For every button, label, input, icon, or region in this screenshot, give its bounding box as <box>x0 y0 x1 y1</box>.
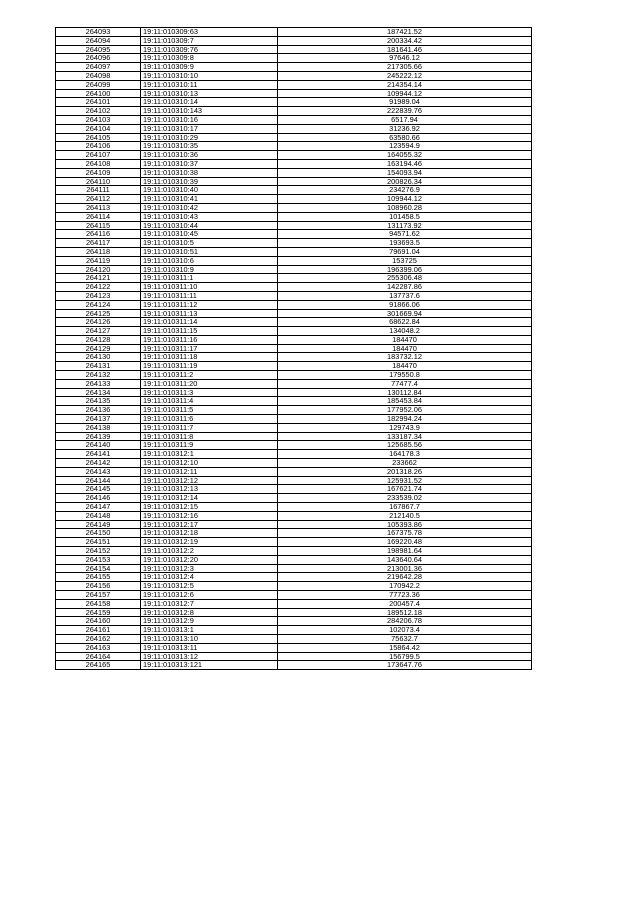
table-row <box>56 265 532 274</box>
table-row <box>56 626 532 635</box>
cadastral-number-cell: 19:11:010312:18 <box>141 529 278 538</box>
table-row <box>56 159 532 168</box>
table-row <box>56 608 532 617</box>
table-row <box>56 344 532 353</box>
cadastral-number-cell: 19:11:010312:12 <box>141 476 278 485</box>
amount-cell: 164178.3 <box>278 450 532 459</box>
table-row <box>56 124 532 133</box>
amount-cell: 77723.36 <box>278 591 532 600</box>
row-number-cell: 264129 <box>56 344 141 353</box>
cadastral-number-cell: 19:11:010311:3 <box>141 388 278 397</box>
table-row <box>56 485 532 494</box>
cadastral-number-cell: 19:11:010311:7 <box>141 423 278 432</box>
table-row <box>56 195 532 204</box>
cadastral-number-cell: 19:11:010310:43 <box>141 212 278 221</box>
table-row <box>56 555 532 564</box>
amount-cell: 179550.8 <box>278 371 532 380</box>
amount-cell: 234276.9 <box>278 186 532 195</box>
cadastral-number-cell: 19:11:010311:14 <box>141 318 278 327</box>
cadastral-number-cell: 19:11:010312:11 <box>141 467 278 476</box>
cadastral-number-cell: 19:11:010311:16 <box>141 335 278 344</box>
amount-cell: 125685.56 <box>278 441 532 450</box>
table-row <box>56 661 532 670</box>
table-row <box>56 617 532 626</box>
row-number-cell: 264139 <box>56 432 141 441</box>
amount-cell: 125931.52 <box>278 476 532 485</box>
row-number-cell: 264119 <box>56 256 141 265</box>
amount-cell: 245222.12 <box>278 71 532 80</box>
row-number-cell: 264108 <box>56 159 141 168</box>
row-number-cell: 264135 <box>56 397 141 406</box>
row-number-cell: 264157 <box>56 591 141 600</box>
table-row <box>56 177 532 186</box>
amount-cell: 101458.5 <box>278 212 532 221</box>
row-number-cell: 264122 <box>56 283 141 292</box>
row-number-cell: 264116 <box>56 230 141 239</box>
cadastral-number-cell: 19:11:010312:4 <box>141 573 278 582</box>
cadastral-number-cell: 19:11:010310:51 <box>141 247 278 256</box>
cadastral-number-cell: 19:11:010309:76 <box>141 45 278 54</box>
row-number-cell: 264152 <box>56 547 141 556</box>
amount-cell: 105393.86 <box>278 520 532 529</box>
table-row <box>56 467 532 476</box>
row-number-cell: 264153 <box>56 555 141 564</box>
table-row <box>56 71 532 80</box>
table-row <box>56 309 532 318</box>
amount-cell: 153725 <box>278 256 532 265</box>
table-row <box>56 511 532 520</box>
amount-cell: 187421.52 <box>278 28 532 37</box>
cadastral-number-cell: 19:11:010312:20 <box>141 555 278 564</box>
amount-cell: 94571.62 <box>278 230 532 239</box>
amount-cell: 77477.4 <box>278 379 532 388</box>
table-row <box>56 274 532 283</box>
cadastral-number-cell: 19:11:010312:6 <box>141 591 278 600</box>
row-number-cell: 264136 <box>56 406 141 415</box>
table-row <box>56 432 532 441</box>
amount-cell: 183732.12 <box>278 353 532 362</box>
cadastral-number-cell: 19:11:010313:12 <box>141 652 278 661</box>
cadastral-number-cell: 19:11:010310:44 <box>141 221 278 230</box>
row-number-cell: 264106 <box>56 142 141 151</box>
amount-cell: 131173.92 <box>278 221 532 230</box>
cadastral-number-cell: 19:11:010313:11 <box>141 643 278 652</box>
amount-cell: 109944.12 <box>278 89 532 98</box>
table-row <box>56 212 532 221</box>
cadastral-number-cell: 19:11:010310:9 <box>141 265 278 274</box>
amount-cell: 200826.34 <box>278 177 532 186</box>
amount-cell: 167621.74 <box>278 485 532 494</box>
cadastral-number-cell: 19:11:010309:63 <box>141 28 278 37</box>
table-row <box>56 256 532 265</box>
row-number-cell: 264165 <box>56 661 141 670</box>
amount-cell: 143640.64 <box>278 555 532 564</box>
row-number-cell: 264164 <box>56 652 141 661</box>
table-row <box>56 388 532 397</box>
row-number-cell: 264098 <box>56 71 141 80</box>
row-number-cell: 264105 <box>56 133 141 142</box>
table-row <box>56 45 532 54</box>
amount-cell: 108960.28 <box>278 203 532 212</box>
amount-cell: 189512.18 <box>278 608 532 617</box>
row-number-cell: 264148 <box>56 511 141 520</box>
row-number-cell: 264162 <box>56 634 141 643</box>
amount-cell: 137737.6 <box>278 291 532 300</box>
table-row <box>56 107 532 116</box>
row-number-cell: 264130 <box>56 353 141 362</box>
table-row <box>56 459 532 468</box>
amount-cell: 200334.42 <box>278 36 532 45</box>
table-row <box>56 239 532 248</box>
amount-cell: 134048.2 <box>278 327 532 336</box>
amount-cell: 130112.84 <box>278 388 532 397</box>
cadastral-number-cell: 19:11:010312:10 <box>141 459 278 468</box>
row-number-cell: 264150 <box>56 529 141 538</box>
cadastral-number-cell: 19:11:010311:11 <box>141 291 278 300</box>
table-row <box>56 168 532 177</box>
row-number-cell: 264107 <box>56 151 141 160</box>
row-number-cell: 264120 <box>56 265 141 274</box>
row-number-cell: 264154 <box>56 564 141 573</box>
amount-cell: 196399.06 <box>278 265 532 274</box>
row-number-cell: 264158 <box>56 599 141 608</box>
cadastral-number-cell: 19:11:010312:1 <box>141 450 278 459</box>
cadastral-number-cell: 19:11:010311:6 <box>141 415 278 424</box>
table-row <box>56 300 532 309</box>
table-row <box>56 379 532 388</box>
cadastral-number-cell: 19:11:010312:7 <box>141 599 278 608</box>
table-row <box>56 54 532 63</box>
table-row <box>56 115 532 124</box>
amount-cell: 97646.12 <box>278 54 532 63</box>
table-row <box>56 291 532 300</box>
row-number-cell: 264161 <box>56 626 141 635</box>
amount-cell: 167375.78 <box>278 529 532 538</box>
table-row <box>56 89 532 98</box>
amount-cell: 170942.2 <box>278 582 532 591</box>
row-number-cell: 264133 <box>56 379 141 388</box>
data-table <box>55 27 532 670</box>
amount-cell: 167867.7 <box>278 503 532 512</box>
cadastral-number-cell: 19:11:010311:18 <box>141 353 278 362</box>
cadastral-number-cell: 19:11:010310:40 <box>141 186 278 195</box>
table-row <box>56 406 532 415</box>
amount-cell: 173647.76 <box>278 661 532 670</box>
cadastral-number-cell: 19:11:010312:2 <box>141 547 278 556</box>
table-row <box>56 520 532 529</box>
cadastral-number-cell: 19:11:010311:17 <box>141 344 278 353</box>
amount-cell: 301669.94 <box>278 309 532 318</box>
cadastral-number-cell: 19:11:010310:143 <box>141 107 278 116</box>
amount-cell: 217305.66 <box>278 63 532 72</box>
row-number-cell: 264097 <box>56 63 141 72</box>
table-row <box>56 327 532 336</box>
row-number-cell: 264093 <box>56 28 141 37</box>
amount-cell: 102073.4 <box>278 626 532 635</box>
table-row <box>56 634 532 643</box>
cadastral-number-cell: 19:11:010310:5 <box>141 239 278 248</box>
table-row <box>56 441 532 450</box>
table-row <box>56 36 532 45</box>
cadastral-number-cell: 19:11:010313:10 <box>141 634 278 643</box>
cadastral-number-cell: 19:11:010310:39 <box>141 177 278 186</box>
cadastral-number-cell: 19:11:010312:14 <box>141 494 278 503</box>
row-number-cell: 264141 <box>56 450 141 459</box>
cadastral-number-cell: 19:11:010311:19 <box>141 362 278 371</box>
table-row <box>56 397 532 406</box>
cadastral-number-cell: 19:11:010312:13 <box>141 485 278 494</box>
row-number-cell: 264140 <box>56 441 141 450</box>
table-row <box>56 186 532 195</box>
table-row <box>56 318 532 327</box>
amount-cell: 109944.12 <box>278 195 532 204</box>
cadastral-number-cell: 19:11:010309:8 <box>141 54 278 63</box>
amount-cell: 91866.06 <box>278 300 532 309</box>
row-number-cell: 264110 <box>56 177 141 186</box>
row-number-cell: 264101 <box>56 98 141 107</box>
cadastral-number-cell: 19:11:010312:8 <box>141 608 278 617</box>
row-number-cell: 264121 <box>56 274 141 283</box>
row-number-cell: 264138 <box>56 423 141 432</box>
cadastral-number-cell: 19:11:010311:13 <box>141 309 278 318</box>
row-number-cell: 264156 <box>56 582 141 591</box>
table-row <box>56 371 532 380</box>
amount-cell: 79691.04 <box>278 247 532 256</box>
table-row <box>56 353 532 362</box>
row-number-cell: 264100 <box>56 89 141 98</box>
row-number-cell: 264125 <box>56 309 141 318</box>
table-row <box>56 247 532 256</box>
row-number-cell: 264114 <box>56 212 141 221</box>
cadastral-number-cell: 19:11:010312:5 <box>141 582 278 591</box>
amount-cell: 233662 <box>278 459 532 468</box>
table-row <box>56 28 532 37</box>
row-number-cell: 264095 <box>56 45 141 54</box>
row-number-cell: 264131 <box>56 362 141 371</box>
cadastral-number-cell: 19:11:010313:121 <box>141 661 278 670</box>
table-row <box>56 494 532 503</box>
cadastral-number-cell: 19:11:010311:20 <box>141 379 278 388</box>
cadastral-number-cell: 19:11:010310:14 <box>141 98 278 107</box>
row-number-cell: 264163 <box>56 643 141 652</box>
table-body <box>56 28 532 670</box>
amount-cell: 156799.5 <box>278 652 532 661</box>
row-number-cell: 264155 <box>56 573 141 582</box>
cadastral-number-cell: 19:11:010309:7 <box>141 36 278 45</box>
cadastral-number-cell: 19:11:010312:16 <box>141 511 278 520</box>
amount-cell: 184470 <box>278 344 532 353</box>
row-number-cell: 264124 <box>56 300 141 309</box>
row-number-cell: 264127 <box>56 327 141 336</box>
amount-cell: 177952.06 <box>278 406 532 415</box>
row-number-cell: 264142 <box>56 459 141 468</box>
table-row <box>56 643 532 652</box>
cadastral-number-cell: 19:11:010311:1 <box>141 274 278 283</box>
table-row <box>56 362 532 371</box>
cadastral-number-cell: 19:11:010311:9 <box>141 441 278 450</box>
amount-cell: 200457.4 <box>278 599 532 608</box>
cadastral-number-cell: 19:11:010310:16 <box>141 115 278 124</box>
table-row <box>56 652 532 661</box>
row-number-cell: 264126 <box>56 318 141 327</box>
table-row <box>56 415 532 424</box>
amount-cell: 184470 <box>278 362 532 371</box>
amount-cell: 133187.34 <box>278 432 532 441</box>
table-row <box>56 203 532 212</box>
cadastral-number-cell: 19:11:010312:3 <box>141 564 278 573</box>
table-row <box>56 476 532 485</box>
amount-cell: 219642.28 <box>278 573 532 582</box>
amount-cell: 15864.42 <box>278 643 532 652</box>
table-row <box>56 98 532 107</box>
cadastral-number-cell: 19:11:010310:36 <box>141 151 278 160</box>
row-number-cell: 264109 <box>56 168 141 177</box>
amount-cell: 75632.7 <box>278 634 532 643</box>
cadastral-number-cell: 19:11:010310:41 <box>141 195 278 204</box>
cadastral-number-cell: 19:11:010311:10 <box>141 283 278 292</box>
row-number-cell: 264134 <box>56 388 141 397</box>
table-row <box>56 142 532 151</box>
amount-cell: 68622.84 <box>278 318 532 327</box>
cadastral-number-cell: 19:11:010310:6 <box>141 256 278 265</box>
row-number-cell: 264151 <box>56 538 141 547</box>
table-row <box>56 221 532 230</box>
table-row <box>56 547 532 556</box>
table-row <box>56 564 532 573</box>
cadastral-number-cell: 19:11:010309:9 <box>141 63 278 72</box>
table-row <box>56 283 532 292</box>
cadastral-number-cell: 19:11:010310:29 <box>141 133 278 142</box>
row-number-cell: 264118 <box>56 247 141 256</box>
amount-cell: 184470 <box>278 335 532 344</box>
amount-cell: 142287.86 <box>278 283 532 292</box>
cadastral-number-cell: 19:11:010310:11 <box>141 80 278 89</box>
row-number-cell: 264117 <box>56 239 141 248</box>
table-row <box>56 63 532 72</box>
cadastral-number-cell: 19:11:010311:4 <box>141 397 278 406</box>
row-number-cell: 264146 <box>56 494 141 503</box>
cadastral-number-cell: 19:11:010310:10 <box>141 71 278 80</box>
row-number-cell: 264103 <box>56 115 141 124</box>
table-row <box>56 151 532 160</box>
table-row <box>56 582 532 591</box>
table-row <box>56 503 532 512</box>
table-row <box>56 230 532 239</box>
row-number-cell: 264115 <box>56 221 141 230</box>
table-row <box>56 423 532 432</box>
table-row <box>56 529 532 538</box>
amount-cell: 6517.94 <box>278 115 532 124</box>
cadastral-number-cell: 19:11:010310:37 <box>141 159 278 168</box>
amount-cell: 222839.76 <box>278 107 532 116</box>
row-number-cell: 264147 <box>56 503 141 512</box>
amount-cell: 233539.02 <box>278 494 532 503</box>
amount-cell: 164055.32 <box>278 151 532 160</box>
cadastral-number-cell: 19:11:010310:45 <box>141 230 278 239</box>
cadastral-number-cell: 19:11:010310:13 <box>141 89 278 98</box>
table-row <box>56 573 532 582</box>
amount-cell: 63580.66 <box>278 133 532 142</box>
row-number-cell: 264144 <box>56 476 141 485</box>
row-number-cell: 264094 <box>56 36 141 45</box>
table-row <box>56 133 532 142</box>
amount-cell: 212140.5 <box>278 511 532 520</box>
row-number-cell: 264137 <box>56 415 141 424</box>
amount-cell: 31236.92 <box>278 124 532 133</box>
amount-cell: 198981.64 <box>278 547 532 556</box>
row-number-cell: 264160 <box>56 617 141 626</box>
amount-cell: 255306.48 <box>278 274 532 283</box>
cadastral-number-cell: 19:11:010311:2 <box>141 371 278 380</box>
row-number-cell: 264102 <box>56 107 141 116</box>
cadastral-number-cell: 19:11:010312:19 <box>141 538 278 547</box>
cadastral-number-cell: 19:11:010310:17 <box>141 124 278 133</box>
amount-cell: 182994.24 <box>278 415 532 424</box>
row-number-cell: 264149 <box>56 520 141 529</box>
cadastral-number-cell: 19:11:010310:35 <box>141 142 278 151</box>
table-row <box>56 591 532 600</box>
amount-cell: 213001.36 <box>278 564 532 573</box>
amount-cell: 181641.46 <box>278 45 532 54</box>
amount-cell: 201318.26 <box>278 467 532 476</box>
row-number-cell: 264099 <box>56 80 141 89</box>
amount-cell: 284206.78 <box>278 617 532 626</box>
table-row <box>56 335 532 344</box>
row-number-cell: 264096 <box>56 54 141 63</box>
table-row <box>56 538 532 547</box>
row-number-cell: 264159 <box>56 608 141 617</box>
cadastral-number-cell: 19:11:010310:42 <box>141 203 278 212</box>
cadastral-number-cell: 19:11:010313:1 <box>141 626 278 635</box>
cadastral-number-cell: 19:11:010311:15 <box>141 327 278 336</box>
cadastral-number-cell: 19:11:010312:9 <box>141 617 278 626</box>
amount-cell: 91989.04 <box>278 98 532 107</box>
table-row <box>56 80 532 89</box>
cadastral-number-cell: 19:11:010311:8 <box>141 432 278 441</box>
cadastral-number-cell: 19:11:010312:17 <box>141 520 278 529</box>
row-number-cell: 264123 <box>56 291 141 300</box>
amount-cell: 123594.9 <box>278 142 532 151</box>
table-row <box>56 450 532 459</box>
row-number-cell: 264112 <box>56 195 141 204</box>
row-number-cell: 264104 <box>56 124 141 133</box>
row-number-cell: 264128 <box>56 335 141 344</box>
amount-cell: 154093.94 <box>278 168 532 177</box>
cadastral-number-cell: 19:11:010311:12 <box>141 300 278 309</box>
amount-cell: 193693.5 <box>278 239 532 248</box>
amount-cell: 185453.84 <box>278 397 532 406</box>
table-row <box>56 599 532 608</box>
cadastral-number-cell: 19:11:010310:38 <box>141 168 278 177</box>
row-number-cell: 264113 <box>56 203 141 212</box>
amount-cell: 163194.46 <box>278 159 532 168</box>
row-number-cell: 264132 <box>56 371 141 380</box>
amount-cell: 169220.48 <box>278 538 532 547</box>
row-number-cell: 264145 <box>56 485 141 494</box>
cadastral-number-cell: 19:11:010312:15 <box>141 503 278 512</box>
row-number-cell: 264111 <box>56 186 141 195</box>
amount-cell: 214354.14 <box>278 80 532 89</box>
amount-cell: 129743.9 <box>278 423 532 432</box>
cadastral-number-cell: 19:11:010311:5 <box>141 406 278 415</box>
row-number-cell: 264143 <box>56 467 141 476</box>
